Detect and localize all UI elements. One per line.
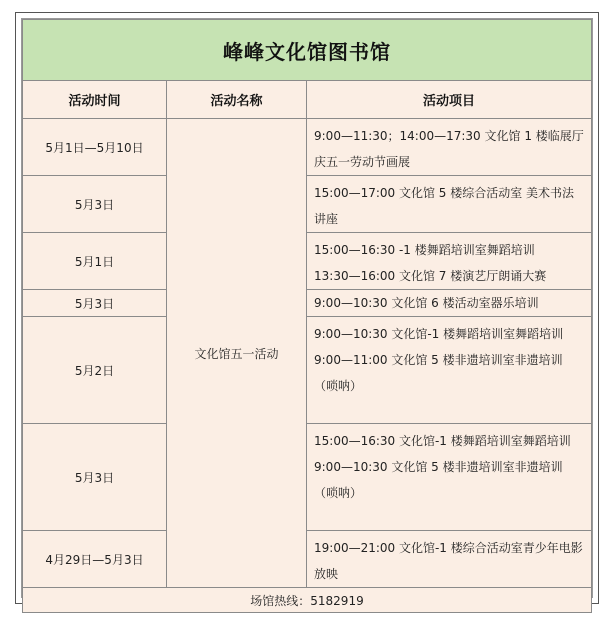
row-time: 5月3日 — [23, 290, 167, 317]
row-project — [307, 317, 592, 424]
project-item: 15:00—16:30 文化馆-1 楼舞蹈培训室舞蹈培训 — [314, 434, 571, 448]
schedule-table — [22, 19, 592, 613]
table-row — [23, 290, 592, 317]
project-item: 13:30—16:00 文化馆 7 楼演艺厅朗诵大赛 — [314, 269, 547, 283]
header-project: 活动项目 — [307, 81, 592, 119]
row-project — [307, 233, 592, 290]
activity-name: 文化馆五一活动 — [167, 119, 307, 588]
row-project — [307, 176, 592, 233]
project-item: 9:00—10:30 文化馆 5 楼非遗培训室非遗培训（唢呐） — [314, 460, 563, 500]
project-item: 19:00—21:00 文化馆-1 楼综合活动室青少年电影放映 — [314, 541, 583, 581]
table-row — [23, 424, 592, 531]
row-time: 5月3日 — [23, 176, 167, 233]
table-row — [23, 531, 592, 588]
page-title: 峰峰文化馆图书馆 — [23, 20, 592, 81]
document-frame — [15, 12, 599, 608]
row-project — [307, 531, 592, 588]
project-item: 9:00—10:30 文化馆 6 楼活动室器乐培训 — [314, 296, 539, 310]
row-time: 5月1日 — [23, 233, 167, 290]
hotline-footer: 场馆热线：5182919 — [23, 588, 592, 613]
row-time: 5月3日 — [23, 424, 167, 531]
row-project — [307, 290, 592, 317]
project-item: 15:00—16:30 -1 楼舞蹈培训室舞蹈培训 — [314, 243, 535, 257]
project-item: 9:00—11:00 文化馆 5 楼非遗培训室非遗培训（唢呐） — [314, 353, 563, 393]
schedule-table-container — [21, 18, 593, 608]
row-time: 5月2日 — [23, 317, 167, 424]
row-time: 5月1日—5月10日 — [23, 119, 167, 176]
header-name: 活动名称 — [167, 81, 307, 119]
header-time: 活动时间 — [23, 81, 167, 119]
table-row — [23, 176, 592, 233]
table-row — [23, 233, 592, 290]
project-item: 9:00—10:30 文化馆-1 楼舞蹈培训室舞蹈培训 — [314, 327, 564, 341]
row-project — [307, 424, 592, 531]
table-row — [23, 119, 592, 176]
row-time: 4月29日—5月3日 — [23, 531, 167, 588]
project-item: 15:00—17:00 文化馆 5 楼综合活动室 美术书法讲座 — [314, 186, 575, 226]
table-row — [23, 317, 592, 424]
project-item: 9:00—11:30；14:00—17:30 文化馆 1 楼临展厅 庆五一劳动节画展 — [314, 129, 584, 169]
row-project — [307, 119, 592, 176]
